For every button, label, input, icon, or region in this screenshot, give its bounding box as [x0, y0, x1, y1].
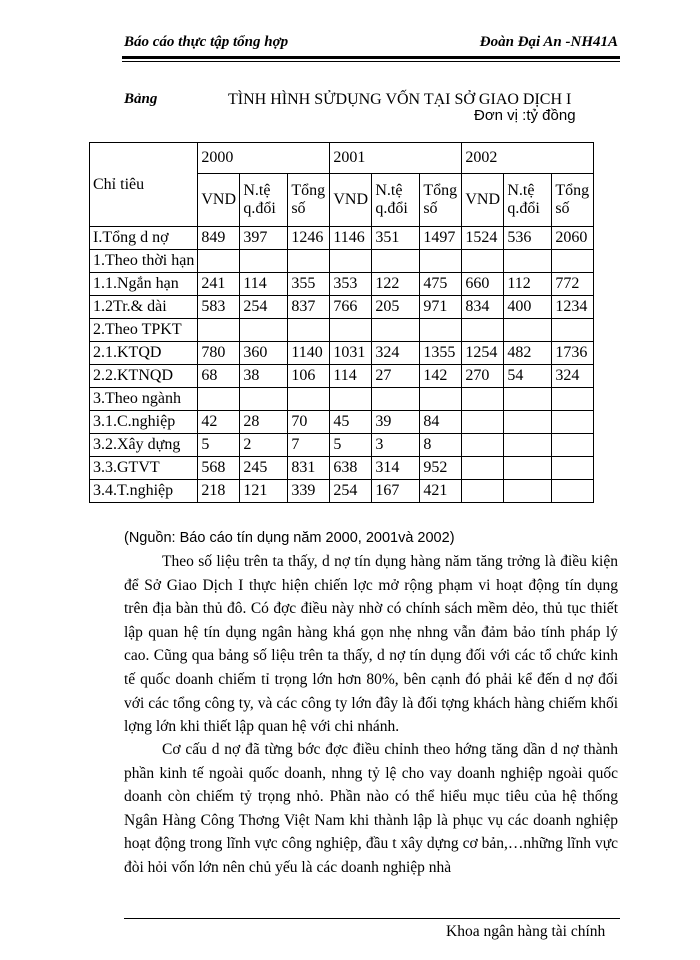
value-cell: 1140	[288, 342, 330, 365]
value-cell: 2	[240, 434, 288, 457]
value-cell: 638	[330, 457, 372, 480]
value-cell	[372, 388, 420, 411]
value-cell	[462, 480, 504, 503]
row-label-cell: 1.1.Ngắn hạn	[90, 273, 198, 296]
value-cell: 3	[372, 434, 420, 457]
value-cell: 1246	[288, 227, 330, 250]
value-cell: 971	[420, 296, 462, 319]
value-cell	[240, 319, 288, 342]
value-cell: 400	[504, 296, 552, 319]
header-cell-year: 2000	[198, 143, 330, 174]
value-cell: 28	[240, 411, 288, 434]
value-cell: 122	[372, 273, 420, 296]
value-cell	[504, 388, 552, 411]
value-cell	[504, 434, 552, 457]
value-cell: 1234	[552, 296, 594, 319]
table-row	[90, 342, 594, 365]
row-label-cell: 3.3.GTVT	[90, 457, 198, 480]
value-cell: 45	[330, 411, 372, 434]
header-cell-total: Tổng số	[420, 174, 462, 227]
value-cell	[198, 250, 240, 273]
row-label-cell: 1.Theo thời hạn	[90, 250, 198, 273]
value-cell: 27	[372, 365, 420, 388]
table-row	[90, 480, 594, 503]
value-cell: 1497	[420, 227, 462, 250]
value-cell	[372, 319, 420, 342]
value-cell: 324	[552, 365, 594, 388]
value-cell: 245	[240, 457, 288, 480]
table-row	[90, 411, 594, 434]
table-row	[90, 434, 594, 457]
row-label-cell: 1.2Tr.& dài	[90, 296, 198, 319]
value-cell: 772	[552, 273, 594, 296]
value-cell	[372, 250, 420, 273]
row-label-cell: 2.2.KTNQD	[90, 365, 198, 388]
value-cell: 218	[198, 480, 240, 503]
value-cell: 421	[420, 480, 462, 503]
header-cell-foreign: N.tệ q.đổi	[372, 174, 420, 227]
value-cell: 54	[504, 365, 552, 388]
value-cell	[420, 250, 462, 273]
value-cell	[198, 319, 240, 342]
value-cell: 42	[198, 411, 240, 434]
value-cell	[330, 319, 372, 342]
value-cell	[420, 388, 462, 411]
value-cell: 5	[198, 434, 240, 457]
body-paragraph-1: Theo số liệu trên ta thấy, d nợ tín dụng hàng năm tăng trởng là điều kiện để Sở Giao Dịch I thực hiện chiến lợc mở rộng phạm vi hoạt động tín dụng trên địa bàn thủ đô. Có đợc điều này nhờ có chính sách mềm dẻo, thủ tục thiết lập quan hệ tín dụng ngân hàng khá gọn nhẹ nhng vẫn đảm bảo tính pháp lý cao. Cũng qua bảng số liệu trên ta thấy, d nợ tín dụng đối với các tổ chức kinh tế quốc doanh chiếm tỉ trọng lớn hơn 80%, bên cạnh đó phải kể đến d nợ đối với các tổng công ty, và các công ty lớn đây là đối tợng khách hàng chiếm khối lợng lớn khi thiết lập quan hệ với chi nhánh.	[124, 553, 618, 736]
table-unit: Đơn vị :tỷ đồng	[474, 107, 576, 124]
value-cell	[288, 388, 330, 411]
value-cell: 1031	[330, 342, 372, 365]
value-cell: 205	[372, 296, 420, 319]
table-row	[90, 296, 594, 319]
value-cell	[504, 319, 552, 342]
value-cell: 38	[240, 365, 288, 388]
value-cell: 339	[288, 480, 330, 503]
row-label-cell: 2.Theo TPKT	[90, 319, 198, 342]
value-cell: 5	[330, 434, 372, 457]
table-title: TÌNH HÌNH SỬDỤNG VỐN TẠI SỞ GIAO DỊCH I	[228, 91, 572, 108]
value-cell	[462, 457, 504, 480]
value-cell: 254	[330, 480, 372, 503]
value-cell	[198, 388, 240, 411]
value-cell	[504, 250, 552, 273]
table-row	[90, 457, 594, 480]
header-cell-vnd: VND	[330, 174, 372, 227]
value-cell: 68	[198, 365, 240, 388]
value-cell	[552, 434, 594, 457]
row-label-cell: 3.4.T.nghiệp	[90, 480, 198, 503]
value-cell: 837	[288, 296, 330, 319]
value-cell: 254	[240, 296, 288, 319]
value-cell: 831	[288, 457, 330, 480]
header-rule-thick	[122, 56, 620, 59]
value-cell: 1355	[420, 342, 462, 365]
value-cell: 353	[330, 273, 372, 296]
value-cell: 360	[240, 342, 288, 365]
value-cell: 7	[288, 434, 330, 457]
row-label-cell: 3.Theo ngành	[90, 388, 198, 411]
footer-faculty: Khoa ngân hàng tài chính	[446, 923, 606, 940]
value-cell: 70	[288, 411, 330, 434]
value-cell: 482	[504, 342, 552, 365]
value-cell	[552, 388, 594, 411]
source-note: (Nguồn: Báo cáo tín dụng năm 2000, 2001và 2002)	[124, 530, 455, 546]
value-cell	[462, 434, 504, 457]
value-cell	[240, 388, 288, 411]
value-cell	[462, 250, 504, 273]
value-cell: 952	[420, 457, 462, 480]
table-row	[90, 250, 594, 273]
value-cell	[420, 319, 462, 342]
header-cell-foreign: N.tệ q.đổi	[240, 174, 288, 227]
value-cell: 106	[288, 365, 330, 388]
value-cell: 39	[372, 411, 420, 434]
value-cell: 1736	[552, 342, 594, 365]
value-cell	[552, 457, 594, 480]
header-cell-vnd: VND	[462, 174, 504, 227]
value-cell: 780	[198, 342, 240, 365]
row-label-cell: 3.2.Xây dựng	[90, 434, 198, 457]
value-cell: 8	[420, 434, 462, 457]
value-cell: 475	[420, 273, 462, 296]
value-cell: 351	[372, 227, 420, 250]
value-cell: 112	[504, 273, 552, 296]
table-row	[90, 365, 594, 388]
value-cell	[240, 250, 288, 273]
header-cell-year: 2001	[330, 143, 462, 174]
value-cell: 1146	[330, 227, 372, 250]
value-cell: 114	[330, 365, 372, 388]
table-row	[90, 227, 594, 250]
value-cell: 834	[462, 296, 504, 319]
value-cell	[330, 250, 372, 273]
value-cell	[462, 388, 504, 411]
row-label-cell: 3.1.C.nghiệp	[90, 411, 198, 434]
value-cell: 2060	[552, 227, 594, 250]
capital-usage-table	[89, 142, 594, 503]
value-cell: 1524	[462, 227, 504, 250]
value-cell: 397	[240, 227, 288, 250]
header-cell-year: 2002	[462, 143, 594, 174]
table-row	[90, 388, 594, 411]
value-cell: 121	[240, 480, 288, 503]
value-cell: 849	[198, 227, 240, 250]
header-cell-foreign: N.tệ q.đổi	[504, 174, 552, 227]
body-paragraph-2: Cơ cấu d nợ đã từng bớc đợc điều chỉnh theo hớng tăng dần d nợ thành phần kinh tế ngoài quốc doanh, nhng tỷ lệ cho vay doanh nghiệp ngoài quốc doanh còn chiếm tỷ trọng nhỏ. Phần nào có thể hiểu mục tiêu của hệ thống Ngân Hàng Công Thơng Việt Nam khi thành lập là phục vụ các doanh nghiệp hoạt động trong lĩnh vực công nghiệp, đầu t xây dựng cơ bản,…những lĩnh vực đòi hỏi vốn lớn nên chủ yếu là các doanh nghiệp nhà	[124, 741, 618, 876]
value-cell	[462, 319, 504, 342]
value-cell	[462, 411, 504, 434]
value-cell	[504, 457, 552, 480]
value-cell	[288, 250, 330, 273]
value-cell: 568	[198, 457, 240, 480]
value-cell	[552, 480, 594, 503]
footer-rule	[124, 918, 620, 919]
header-cell-total: Tổng số	[552, 174, 594, 227]
value-cell	[288, 319, 330, 342]
value-cell: 766	[330, 296, 372, 319]
value-cell: 114	[240, 273, 288, 296]
table-row	[90, 319, 594, 342]
header-cell-vnd: VND	[198, 174, 240, 227]
value-cell	[330, 388, 372, 411]
value-cell	[504, 480, 552, 503]
value-cell: 167	[372, 480, 420, 503]
header-report-title: Báo cáo thực tập tổng hợp	[124, 34, 289, 50]
row-label-cell: I.Tổng d nợ	[90, 227, 198, 250]
value-cell: 660	[462, 273, 504, 296]
value-cell	[504, 411, 552, 434]
value-cell: 536	[504, 227, 552, 250]
value-cell: 314	[372, 457, 420, 480]
year-header-row	[90, 143, 594, 174]
value-cell: 142	[420, 365, 462, 388]
value-cell: 355	[288, 273, 330, 296]
header-rule-thin	[122, 61, 620, 62]
row-label-cell: 2.1.KTQD	[90, 342, 198, 365]
value-cell: 270	[462, 365, 504, 388]
header-cell-indicator: Chỉ tiêu	[90, 143, 198, 227]
value-cell: 1254	[462, 342, 504, 365]
table-row	[90, 273, 594, 296]
value-cell: 84	[420, 411, 462, 434]
page-header	[122, 24, 620, 54]
table-label: Bảng	[124, 91, 158, 107]
value-cell	[552, 250, 594, 273]
value-cell: 324	[372, 342, 420, 365]
value-cell	[552, 319, 594, 342]
value-cell: 241	[198, 273, 240, 296]
value-cell	[552, 411, 594, 434]
value-cell: 583	[198, 296, 240, 319]
header-author: Đoàn Đại An -NH41A	[479, 34, 618, 50]
header-cell-total: Tổng số	[288, 174, 330, 227]
